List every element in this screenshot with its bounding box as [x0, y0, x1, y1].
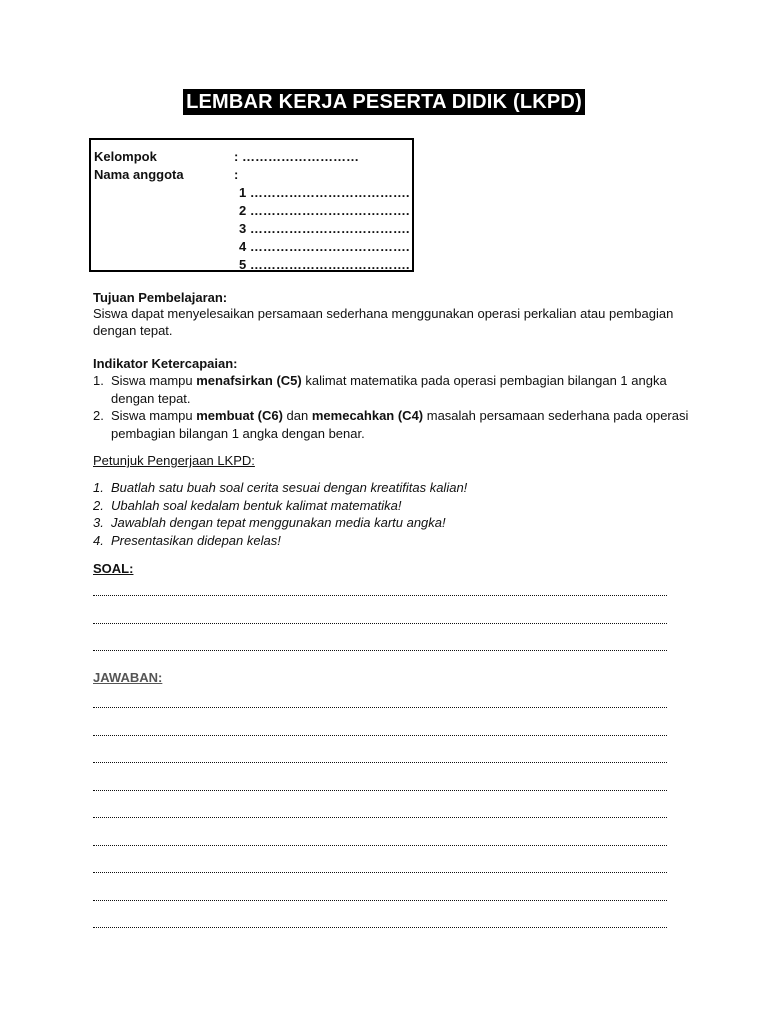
jawaban-answer-line[interactable]: [93, 927, 667, 928]
petunjuk-item: [93, 532, 467, 550]
petunjuk-item-number: 3.: [93, 515, 104, 530]
nama-anggota-label: Nama anggota: [94, 167, 184, 182]
soal-answer-line[interactable]: [93, 595, 667, 596]
indikator-heading: Indikator Ketercapaian:: [93, 356, 238, 371]
indikator-item-number: 2.: [93, 408, 104, 423]
member-field-3: 3 ……………………………….: [239, 221, 410, 236]
jawaban-answer-line[interactable]: [93, 872, 667, 873]
jawaban-answer-line[interactable]: [93, 707, 667, 708]
jawaban-heading: JAWABAN:: [93, 670, 163, 685]
indikator-item-number: 1.: [93, 373, 104, 388]
petunjuk-item: [93, 497, 467, 515]
member-field-2: 2 ……………………………….: [239, 203, 410, 218]
nama-anggota-colon: :: [234, 167, 239, 182]
petunjuk-item: [93, 479, 467, 497]
petunjuk-item-text: Presentasikan didepan kelas!: [111, 532, 281, 548]
title-container: [0, 89, 768, 115]
page-title: LEMBAR KERJA PESERTA DIDIK (LKPD): [183, 89, 585, 115]
indikator-item-keyword: membuat (C6): [196, 408, 283, 423]
indikator-item-text: masalah persamaan sederhana pada operasi: [423, 408, 689, 423]
petunjuk-item-number: 1.: [93, 480, 104, 495]
jawaban-answer-line[interactable]: [93, 790, 667, 791]
soal-heading: SOAL:: [93, 561, 134, 576]
jawaban-answer-line[interactable]: [93, 735, 667, 736]
petunjuk-item-text: Buatlah satu buah soal cerita sesuai dengan kreatifitas kalian!: [111, 480, 468, 495]
indikator-item-text: kalimat matematika pada operasi pembagian bilangan 1 angka: [301, 373, 667, 388]
indikator-item-keyword: memecahkan (C4): [311, 408, 424, 423]
petunjuk-list: [93, 479, 467, 549]
soal-answer-line[interactable]: [93, 623, 667, 624]
petunjuk-heading: Petunjuk Pengerjaan LKPD:: [93, 453, 255, 468]
jawaban-answer-line[interactable]: [93, 817, 667, 818]
kelompok-label: Kelompok: [94, 149, 157, 164]
petunjuk-item-text: Jawablah dengan tepat menggunakan media kartu angka!: [111, 515, 446, 530]
kelompok-field: : ………………………: [234, 149, 359, 164]
member-field-1: 1 ……………………………….: [239, 185, 410, 200]
indikator-item-text: Siswa mampu: [111, 408, 197, 423]
jawaban-answer-line[interactable]: [93, 845, 667, 846]
group-identity-box: [89, 138, 414, 272]
jawaban-answer-line[interactable]: [93, 900, 667, 901]
jawaban-answer-line[interactable]: [93, 762, 667, 763]
tujuan-text-line-1: Siswa dapat menyelesaikan persamaan sederhana menggunakan operasi perkalian atau pembagian: [93, 306, 674, 321]
indikator-item-continuation: pembagian bilangan 1 angka dengan benar.: [111, 425, 365, 441]
tujuan-text-line-2: dengan tepat.: [93, 323, 173, 338]
indikator-item-2: [93, 407, 688, 442]
indikator-item-keyword: menafsirkan (C5): [196, 373, 302, 388]
petunjuk-item-number: 4.: [93, 532, 104, 548]
member-field-4: 4 ……………………………….: [239, 239, 410, 254]
member-field-5: 5 ……………………………….: [239, 257, 410, 272]
indikator-list: [93, 372, 688, 442]
petunjuk-item-text: Ubahlah soal kedalam bentuk kalimat matematika!: [111, 497, 402, 513]
indikator-item-1: [93, 372, 688, 407]
indikator-item-text: dan: [282, 408, 312, 423]
petunjuk-item-number: 2.: [93, 497, 104, 513]
petunjuk-item: [93, 514, 467, 532]
soal-answer-line[interactable]: [93, 650, 667, 651]
indikator-item-continuation: dengan tepat.: [111, 390, 191, 406]
indikator-item-text: Siswa mampu: [111, 373, 197, 388]
tujuan-heading: Tujuan Pembelajaran:: [93, 290, 228, 305]
